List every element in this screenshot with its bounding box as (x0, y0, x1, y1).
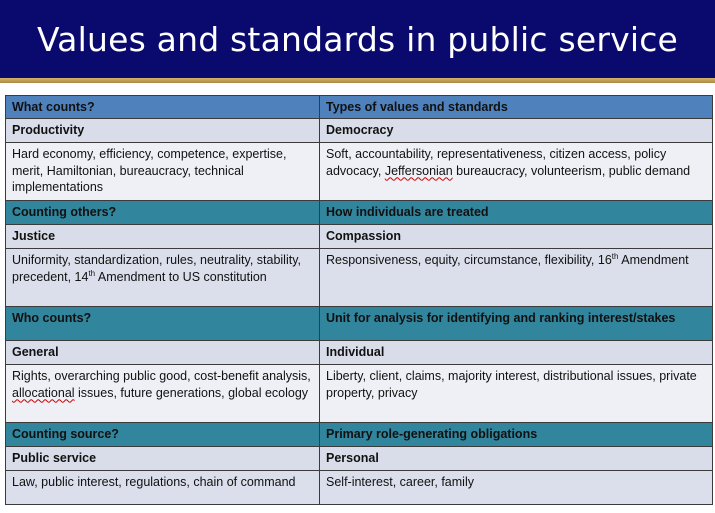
table-row (6, 143, 713, 201)
header-what-counts: What counts? (6, 96, 320, 119)
cell-justice-details (6, 249, 320, 307)
table-row (6, 249, 713, 307)
table-row (6, 423, 713, 447)
table-row (6, 201, 713, 225)
cell-individual: Individual (320, 341, 713, 365)
spellcheck-word: Jeffersonian (384, 163, 453, 178)
text-span: bureaucracy, volunteerism, public demand (452, 163, 691, 178)
table-row (6, 119, 713, 143)
cell-compassion: Compassion (320, 225, 713, 249)
text-span: Amendment (618, 253, 689, 267)
cell-public-service: Public service (6, 447, 320, 471)
cell-unit-for-analysis: Unit for analysis for identifying and ranking interest/stakes (320, 307, 713, 341)
cell-who-counts: Who counts? (6, 307, 320, 341)
text-span: Uniformity, standardization, rules, neutrality, stability, precedent, 14 (12, 253, 302, 284)
cell-public-service-details: Law, public interest, regulations, chain of command (6, 471, 320, 505)
superscript: th (611, 251, 619, 261)
title-divider (0, 78, 715, 83)
cell-justice: Justice (6, 225, 320, 249)
table-row (6, 471, 713, 505)
text-span: issues, future generations, global ecology (74, 385, 309, 400)
text-span: Responsiveness, equity, circumstance, flexibility, 16 (326, 253, 612, 267)
table-header-row (6, 96, 713, 119)
table-row (6, 307, 713, 341)
cell-general: General (6, 341, 320, 365)
cell-general-details (6, 365, 320, 423)
cell-personal: Personal (320, 447, 713, 471)
cell-counting-source: Counting source? (6, 423, 320, 447)
cell-counting-others: Counting others? (6, 201, 320, 225)
title-bar (0, 0, 715, 78)
cell-productivity: Productivity (6, 119, 320, 143)
superscript: th (88, 268, 96, 278)
cell-how-individuals-treated: How individuals are treated (320, 201, 713, 225)
spellcheck-word: allocational (12, 385, 75, 400)
table-row (6, 225, 713, 249)
cell-productivity-details: Hard economy, efficiency, competence, expertise, merit, Hamiltonian, bureaucracy, technical implementations (6, 143, 320, 201)
header-types-of-values: Types of values and standards (320, 96, 713, 119)
cell-primary-role-obligations: Primary role-generating obligations (320, 423, 713, 447)
text-span: Soft, accountability, representativeness, citizen access, policy advocacy, (326, 147, 667, 178)
text-span: Rights, overarching public good, cost-benefit analysis, (12, 369, 311, 383)
cell-compassion-details (320, 249, 713, 307)
cell-democracy: Democracy (320, 119, 713, 143)
table-row (6, 447, 713, 471)
values-table (5, 95, 713, 505)
cell-personal-details: Self-interest, career, family (320, 471, 713, 505)
slide-title: Values and standards in public service (36, 19, 679, 59)
text-span: Amendment to US constitution (95, 269, 267, 284)
table-row (6, 365, 713, 423)
cell-democracy-details (320, 143, 713, 201)
values-table-container (5, 95, 713, 505)
cell-individual-details: Liberty, client, claims, majority interest, distributional issues, private property, privacy (320, 365, 713, 423)
table-row (6, 341, 713, 365)
